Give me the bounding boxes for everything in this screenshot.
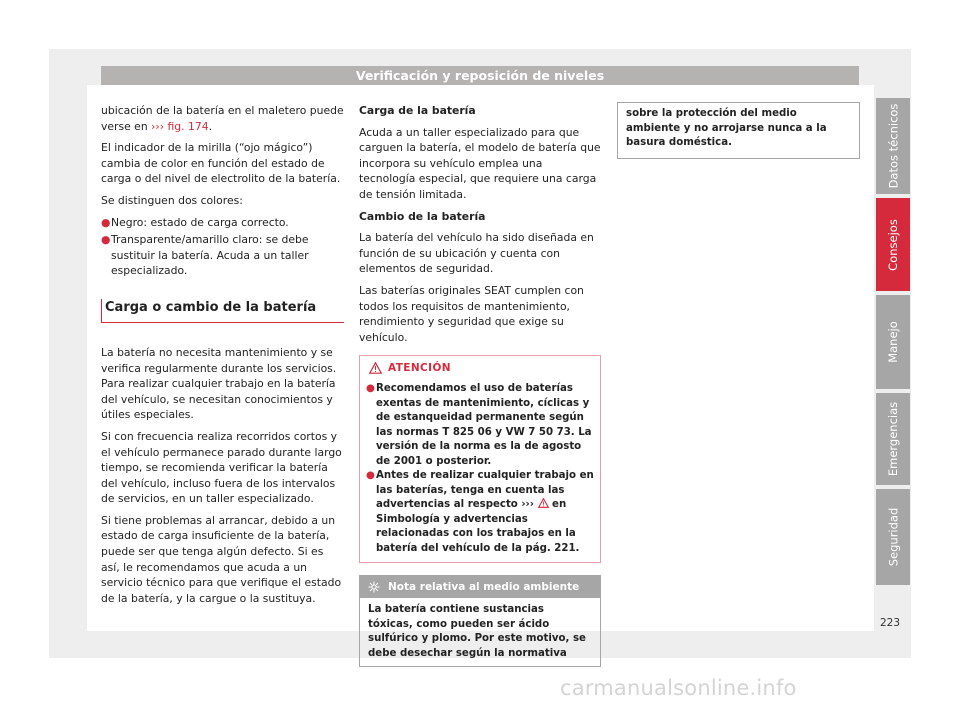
- figure-link[interactable]: ››› fig. 174: [151, 119, 209, 133]
- tab-label: Datos técnicos: [886, 103, 900, 189]
- tab-consejos[interactable]: [876, 198, 910, 291]
- warning-body: [360, 380, 600, 562]
- list-item-text: Antes de realizar cualquier trabajo en las baterías, tenga en cuenta las advertencias al respecto ›››: [376, 470, 594, 511]
- environment-note: [359, 575, 601, 667]
- paragraph: Acuda a un taller especializado para que carguen la batería, el modelo de batería que incorpora su vehículo emplea una tecnología especial, que requiere una carga de tensión limitada.: [359, 125, 601, 201]
- list-item: [366, 469, 594, 556]
- column-2: [359, 103, 601, 667]
- environment-note-body: La batería contiene sustancias tóxicas, como pueden ser ácido sulfúrico y plomo. Por este motivo, se debe desechar según la normativa: [368, 604, 586, 659]
- tab-manejo[interactable]: [876, 295, 910, 389]
- list-item-text: en Simbología y advertencias relacionadas con los trabajos en la batería del vehículo de la pág. 221.: [376, 499, 580, 554]
- list-item-text: Negro: estado de carga correcto.: [111, 215, 289, 229]
- warning-box: [359, 355, 601, 563]
- paragraph: [101, 103, 344, 134]
- paragraph: Las baterías originales SEAT cumplen con todos los requisitos de mantenimiento, rendimiento y seguridad que exige su vehículo.: [359, 283, 584, 344]
- subheading: Carga de la batería: [359, 104, 476, 117]
- warning-triangle-icon[interactable]: [538, 498, 549, 508]
- leaf-icon: [368, 581, 380, 593]
- list-item-text: Transparente/amarillo claro: se debe sustituir la batería. Acuda a un taller especializado.: [111, 233, 309, 278]
- subheading: Cambio de la batería: [359, 209, 486, 223]
- column-3: [617, 103, 860, 159]
- paragraph: El indicador de la mirilla (“ojo mágico”) cambia de color en función del estado de carga o del nivel de electrolito de la batería.: [101, 141, 341, 186]
- column-1: [101, 103, 344, 612]
- environment-note-title: Nota relativa al medio ambiente: [388, 580, 580, 593]
- paragraph: Si con frecuencia realiza recorridos cortos y el vehículo permanece parado durante largo tiempo, se recomienda verificar la batería del vehículo, incluso fuera de los intervalos de servicios, en un taller especializado.: [101, 429, 342, 506]
- bullet-icon: ●: [366, 470, 375, 482]
- bullet-icon: ●: [366, 383, 375, 395]
- section-title: Carga o cambio de la batería: [101, 299, 344, 323]
- tab-label: Emergencias: [886, 401, 901, 477]
- tab-datos-tecnicos[interactable]: [876, 98, 910, 194]
- bullet-icon: ●: [101, 233, 111, 247]
- text: ubicación de la batería en el maletero puede verse en: [101, 104, 344, 133]
- paragraph: Se distinguen dos colores:: [101, 193, 243, 207]
- environment-note-continued: sobre la protección del medio ambiente y no arrojarse nunca a la basura doméstica.: [617, 102, 860, 159]
- warning-title: ATENCIÓN: [388, 361, 451, 374]
- warning-triangle-icon: [369, 362, 382, 374]
- tab-label: Consejos: [886, 218, 900, 271]
- bullet-icon: ●: [101, 215, 111, 229]
- watermark: carmanualsonline.info: [560, 676, 797, 700]
- text: .: [208, 119, 213, 133]
- paragraph: La batería no necesita mantenimiento y se verifica regularmente durante los servicios. Para realizar cualquier trabajo en la batería del vehículo, se necesitan conocimientos y útiles especiales.: [101, 345, 337, 422]
- tab-label: Manejo: [886, 321, 901, 363]
- page-number: 223: [879, 617, 900, 629]
- warning-header: [360, 356, 600, 380]
- list-item: [101, 232, 344, 279]
- page-header: Verificación y reposición de niveles: [101, 66, 859, 85]
- paragraph: Si tiene problemas al arrancar, debido a un estado de carga insuficiente de la batería, puede ser que tenga algún defecto. Si es así, le recomendamos que acuda a un servicio técnico para que verifique el estado de la batería, y la cargue o la sustituya.: [101, 513, 342, 605]
- paragraph: La batería del vehículo ha sido diseñada en función de su ubicación y cuenta con elementos de seguridad.: [359, 231, 594, 276]
- list-item: [101, 215, 344, 231]
- tab-emergencias[interactable]: [876, 393, 910, 485]
- list-item: [366, 382, 594, 469]
- tab-seguridad[interactable]: [876, 489, 910, 585]
- environment-note-header: [360, 576, 600, 598]
- list-item-text: Recomendamos el uso de baterías exentas de mantenimiento, cíclicas y de estanqueidad permanente según las normas T 825 06 y VW 7 50 73. La versión de la norma es la de agosto de 2001 o posterior.: [376, 383, 592, 467]
- tab-label: Seguridad: [886, 507, 901, 567]
